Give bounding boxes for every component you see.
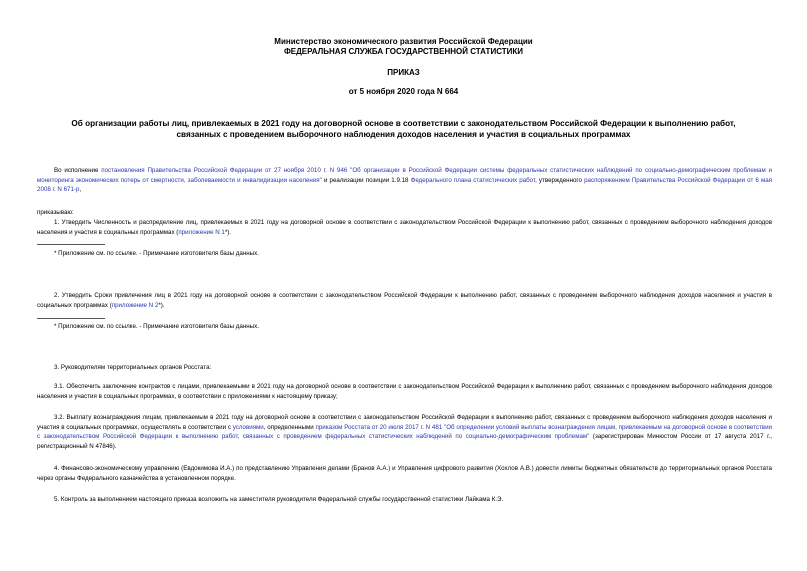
item-5: 5. Контроль за выполнением настоящего приказа возложить на заместителя руководителя Федеральной службы государственной статистики Лайкама К.Э. (54, 496, 504, 503)
doc-date-number: от 5 ноября 2020 года N 664 (348, 87, 459, 96)
footnote-2: * Приложение см. по ссылке. - Примечание изготовителя базы данных. (54, 323, 259, 330)
appendix-2-link[interactable]: приложение N 2 (111, 301, 159, 309)
ministry-name: Министерство экономического развития Российской Федерации (274, 37, 533, 46)
service-name: ФЕДЕРАЛЬНАЯ СЛУЖБА ГОСУДАРСТВЕННОЙ СТАТИСТИКИ (283, 47, 524, 56)
rosstat-order-481-link[interactable]: приказом Росстата от 20 июля 2017 г. N 481 "Об определении условий выплаты вознаграждения лицам, привлекаемым на договорной основе в соответствии с законодательством Российской Федерации к выполнению работ, связанных с проведением федеральных статистических наблюдений по социально-демографическим проблемам" (37, 423, 773, 440)
footnote-divider (37, 318, 105, 319)
item-3-1: 3.1. Обеспечить заключение контрактов с лицами, привлекаемыми в 2021 году на договорной основе в соответствии с законодательством Российской Федерации к выполнению работ, связанных с проведением выборочного наблюдения доходов населения и участия в социальных программах, в соответствии с приложениями к настоящему приказу; (37, 383, 772, 400)
preamble-paragraph: Во исполнение постановления Правительства Российской Федерации от 27 ноября 2010 г. N 946 "Об организации в Российской Федерации системы федеральных статистических наблюдений по социально-демографическим проблемам и мониторинга экономических потерь от смертности, заболеваемости и инвалидизации населения" и реализации позиции 1.9.18 Федерального плана статистических работ, утвержденного распоряжением Правительства Российской Федерации от 6 мая 2008 г. N 671-р, (37, 167, 773, 193)
footnote-1: * Приложение см. по ссылке. - Примечание изготовителя базы данных. (54, 250, 259, 257)
doc-title-line-1: Об организации работы лиц, привлекаемых в 2021 году на договорной основе в соответствии с законодательством Российской Федерации к выполнению работ, (71, 119, 736, 128)
item-1: 1. Утвердить Численность и распределение лиц, привлекаемых в 2021 году на договорной основе в соответствии с законодательством Российской Федерации к выполнению работ, связанных с проведением выборочного наблюдения доходов населения и участия в социальных программах (приложение N 1*). (37, 219, 772, 236)
orders-line: приказываю: (37, 209, 74, 216)
resolution-946-link[interactable]: постановления Правительства Российской Федерации от 27 ноября 2010 г. N 946 "Об организации в Российской Федерации системы федеральных статистических наблюдений по социально-демографическим проблемам и мониторинга экономических потерь от смертности, заболеваемости и инвалидизации населения" (37, 167, 773, 184)
item-3-2: 3.2. Выплату вознаграждения лицам, привлекаемым в 2021 году на договорной основе в соответствии с законодательством Российской Федерации к выполнению работ, связанных с проведением выборочного наблюдения доходов населения и участия в социальных программах, осуществлять в соответствии с условиями, определенными приказом Росстата от 20 июля 2017 г. N 481 "Об определении условий выплаты вознаграждения лицам, привлекаемым на договорной основе в соответствии с законодательством Российской Федерации к выполнению работ, связанных с проведением федеральных статистических наблюдений по социально-демографическим проблемам" (зарегистрирован Минюстом России от 17 августа 2017 г., регистрационный N 47846). (37, 414, 773, 450)
item-2: 2. Утвердить Сроки привлечения лиц в 2021 году на договорной основе в соответствии с законодательством Российской Федерации к выполнению работ, связанных с проведением выборочного наблюдения доходов населения и участия в социальных программах (приложение N 2*). (37, 292, 772, 309)
footnote-divider (37, 244, 105, 245)
federal-plan-link[interactable]: Федерального плана статистических работ (410, 176, 536, 184)
appendix-1-link[interactable]: приложение N 1 (178, 228, 225, 236)
item-4: 4. Финансово-экономическому управлению (Евдокимова И.А.) по представлению Управления делами (Бранов А.А.) и Управления цифрового развития (Хохлов А.В.) довести лимиты бюджетных обязательств до территориальных органов Росстата через органы Федерального казначейства в установленном порядке. (37, 465, 772, 482)
doc-title-line-2: связанных с проведением выборочного наблюдения доходов населения и участия в социальных программах (176, 130, 631, 139)
item-3: 3. Руководителям территориальных органов Росстата: (54, 364, 212, 371)
conditions-link[interactable]: условиями (232, 423, 264, 431)
order-671r-link[interactable]: распоряжением Правительства Российской Федерации от 6 мая 2008 г. N 671-р (37, 176, 773, 193)
doc-type: ПРИКАЗ (387, 68, 420, 77)
